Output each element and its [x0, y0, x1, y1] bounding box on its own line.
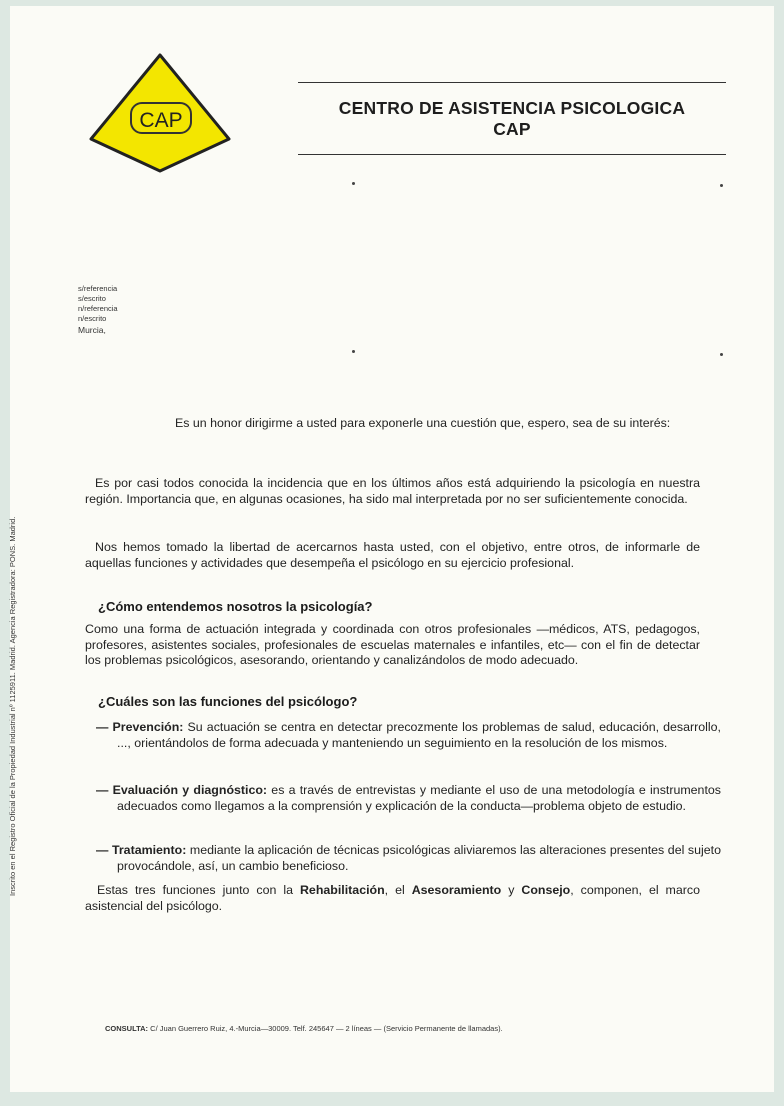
function-item-evaluacion [96, 783, 721, 814]
closing-term: Asesoramiento [411, 883, 502, 897]
header-rule-bottom [298, 154, 726, 155]
mark-dot [720, 353, 723, 356]
item-dash: — [96, 843, 109, 857]
title-line-2: CAP [493, 119, 531, 139]
footer-contact [105, 1024, 503, 1033]
letter-page [10, 6, 774, 1092]
mark-dot [352, 350, 355, 353]
ref-line: n/referencia [78, 304, 118, 313]
ref-line: n/escrito [78, 314, 107, 323]
paragraph-1: Es por casi todos conocida la incidencia que en los últimos años está adquiriendo la psicología en nuestra región. Importancia que, en algunas ocasiones, ha sido mal interpretada por no ser suficientemente conocida. [85, 476, 700, 506]
intro-paragraph: Es un honor dirigirme a usted para exponerle una cuestión que, espero, sea de su interés: [175, 416, 671, 430]
mark-dot [352, 182, 355, 185]
city-line: Murcia, [78, 325, 106, 335]
header-rule-top [298, 82, 726, 83]
title-line-1: CENTRO DE ASISTENCIA PSICOLOGICA [338, 98, 686, 118]
paragraph-3: Como una forma de actuación integrada y coordinada con otros profesionales —médicos, ATS, pedagogos, profesores, asistentes sociales, profesionales de escuelas maternales e infantiles, etc— con el fin de detectar los problemas psicológicos, asesorando, orientando y canalizándolos de modo adecuado. [85, 622, 700, 667]
registry-side-note: Inscrito en el Registro Oficial de la Propiedad Industrial nº 1125911. Madrid. Agencia Registradora: PONS. Madrid. [8, 516, 17, 896]
item-dash: — [96, 720, 109, 734]
item-term: Tratamiento: [111, 843, 187, 857]
item-dash: — [96, 783, 109, 797]
logo-text: CAP [139, 109, 183, 132]
item-text: es a través de entrevistas y mediante el uso de una metodología e instrumentos adecuados como llegamos a la comprensión y explicación de la conducta—problema objeto de estudio. [117, 783, 721, 813]
footer-text: C/ Juan Guerrero Ruiz, 4.-Murcia—30009. Telf. 245647 — 2 líneas — (Servicio Permanente de llamadas). [150, 1024, 503, 1033]
cap-logo [88, 52, 232, 174]
item-text: mediante la aplicación de técnicas psicológicas aliviaremos las alteraciones presentes del sujeto provocándole, así, un cambio beneficioso. [117, 843, 721, 873]
heading-how-we-understand: ¿Cómo entendemos nosotros la psicología? [98, 599, 373, 614]
ref-line: s/referencia [78, 284, 118, 293]
item-term: Evaluación y diagnóstico: [112, 783, 268, 797]
closing-text: , componen, el marco asistencial del psicólogo. [85, 883, 700, 913]
ref-line: s/escrito [78, 294, 106, 303]
page-title [298, 98, 726, 140]
closing-paragraph [85, 883, 700, 914]
paragraph-2: Nos hemos tomado la libertad de acercarnos hasta usted, con el objetivo, entre otros, de informarle de aquellas funciones y actividades que desempeña el psicólogo en su ejercicio profesional. [85, 540, 700, 570]
item-text: Su actuación se centra en detectar precozmente los problemas de salud, educación, desarrollo, ..., orientándolos de forma adecuada y manteniendo un seguimiento en la resolución de los mismos. [117, 720, 721, 750]
function-item-prevencion [96, 720, 721, 751]
mark-dot [720, 184, 723, 187]
closing-term: Consejo [521, 883, 571, 897]
item-term: Prevención: [112, 720, 184, 734]
closing-term: Rehabilitación [299, 883, 385, 897]
reference-block [78, 284, 118, 337]
heading-functions: ¿Cuáles son las funciones del psicólogo? [98, 694, 358, 709]
closing-text: , el [384, 883, 405, 897]
closing-text: Estas tres funciones junto con la [97, 883, 294, 897]
footer-label: CONSULTA: [105, 1024, 149, 1033]
closing-text: y [508, 883, 515, 897]
function-item-tratamiento [96, 843, 721, 874]
